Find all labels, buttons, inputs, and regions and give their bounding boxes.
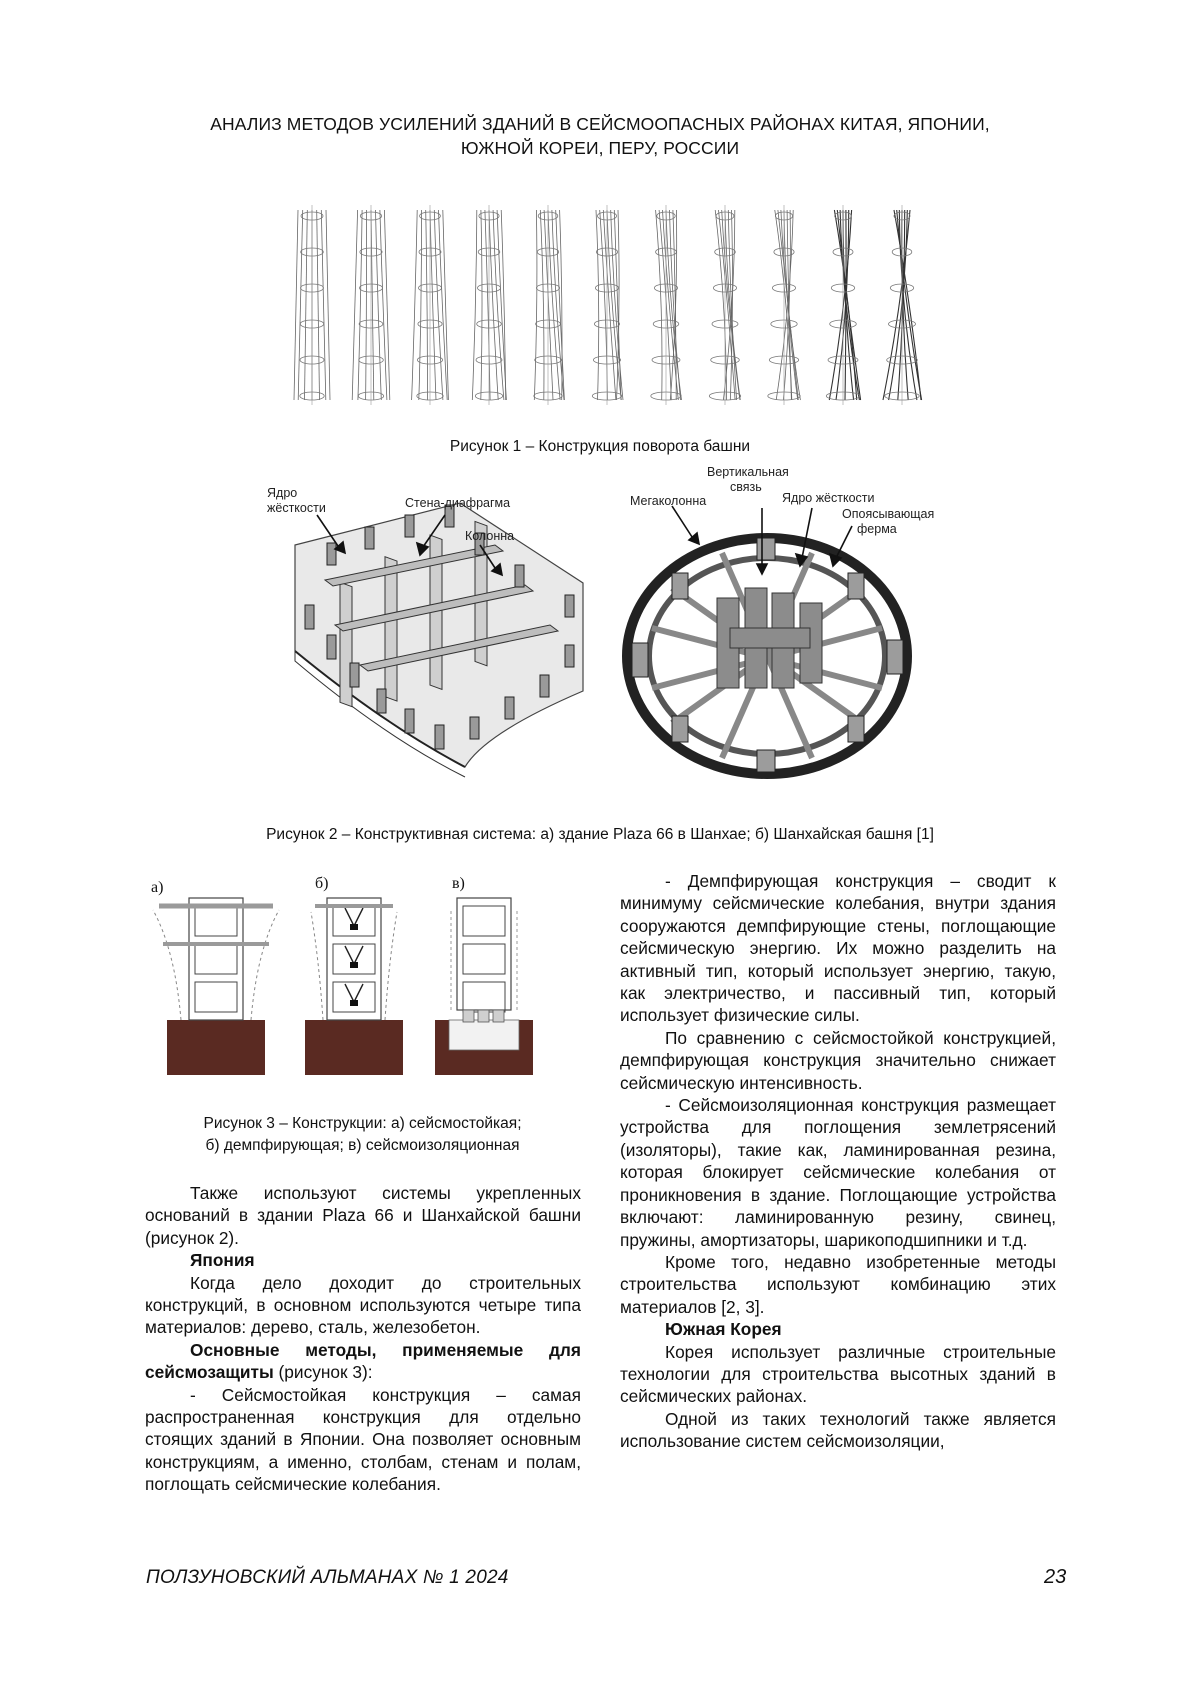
tower-3	[412, 205, 449, 405]
figure-1-caption: Рисунок 1 – Конструкция поворота башни	[449, 438, 751, 455]
figure-3-caption	[145, 1113, 580, 1157]
fig2b-label-brace-2: связь	[730, 480, 762, 494]
figure-2a-plaza66-structure	[265, 485, 595, 775]
fig3-label-a: а)	[151, 879, 164, 896]
left-paragraph-3: - Сейсмостойкая конструкция – самая распространенная конструкция для отдельно стоящих зданий в Японии. Она позволяет основным конструкциям, а именно, столбам, стенам и полам, поглощать сейсмические колебания.	[145, 1384, 581, 1495]
methods-bold: Основные методы, применяемые для сейсмозащиты	[145, 1339, 581, 1383]
right-paragraph-3: - Сейсмоизоляционная конструкция размещает устройства для поглощения землетрясений (изоляторы), такие как, ламинированная резина, которая блокирует сейсмические колебания от проникновения в здание. Поглощающие устройства включают: ламинированную резину, свинец, пружины, амортизаторы, шарикоподшипники и т.д.	[620, 1095, 1056, 1250]
running-title-line-2: ЮЖНОЙ КОРЕИ, ПЕРУ, РОССИИ	[460, 138, 740, 158]
tower-8	[709, 205, 740, 405]
right-column	[620, 870, 1056, 1453]
fig3-label-c: в)	[452, 875, 465, 892]
tower-1	[294, 205, 330, 405]
tower-10	[826, 205, 860, 405]
running-title	[120, 112, 1080, 160]
figure-3-structures	[145, 870, 580, 1095]
fig2b-label-truss-2: ферма	[857, 522, 897, 536]
figure-3-caption-line-2: б) демпфирующая; в) сейсмоизоляционная	[205, 1137, 520, 1154]
tower-7	[651, 205, 682, 405]
fig3-building-seismic-resistant	[153, 898, 279, 1075]
running-title-line-1: АНАЛИЗ МЕТОДОВ УСИЛЕНИЙ ЗДАНИЙ В СЕЙСМООПАСНЫХ РАЙОНАХ КИТАЯ, ЯПОНИИ,	[210, 114, 990, 134]
fig2a-label-core-2: жёсткости	[267, 501, 326, 515]
left-paragraph-1: Также используют системы укрепленных оснований в здании Plaza 66 и Шанхайской башни (рисунок 2).	[145, 1183, 581, 1248]
figure-1-tower-twist	[285, 205, 925, 430]
left-paragraph-2: Когда дело доходит до строительных конструкций, в основном используются четыре типа материалов: дерево, сталь, железобетон.	[145, 1272, 581, 1338]
fig2a-label-column: Колонна	[465, 529, 515, 543]
tower-4	[472, 205, 506, 405]
tower-2	[352, 205, 390, 405]
fig2b-label-core: Ядро жёсткости	[782, 491, 875, 505]
japan-heading: Япония	[190, 1250, 255, 1271]
methods-paragraph	[145, 1339, 581, 1384]
figure-2-caption: Рисунок 2 – Конструктивная система: а) здание Plaza 66 в Шанхае; б) Шанхайская башня [1]	[266, 826, 934, 843]
right-paragraph-2: По сравнению с сейсмостойкой конструкцией, демпфирующая конструкция значительно снижает сейсмическую интенсивность.	[620, 1027, 1056, 1093]
right-paragraph-5: Корея использует различные строительные технологии для строительства высотных зданий в сейсмических районах.	[620, 1341, 1056, 1407]
fig2b-label-megacolumn: Мегаколонна	[630, 494, 707, 508]
left-column	[145, 1182, 581, 1496]
page-number: 23	[1044, 1566, 1067, 1588]
journal-footer: ПОЛЗУНОВСКИЙ АЛЬМАНАХ № 1 2024	[146, 1567, 509, 1588]
tower-11	[883, 205, 922, 405]
fig3-building-damping	[305, 898, 403, 1075]
fig2a-label-core-1: Ядро	[267, 486, 298, 500]
figure-3-caption-line-1: Рисунок 3 – Конструкции: а) сейсмостойкая;	[203, 1115, 522, 1132]
methods-rest: (рисунок 3):	[273, 1362, 373, 1383]
figure-2b-shanghai-tower-structure	[612, 465, 935, 778]
korea-heading: Южная Корея	[665, 1319, 782, 1340]
fig2a-label-wall: Стена-диафрагма	[405, 496, 511, 510]
right-paragraph-4: Кроме того, недавно изобретенные методы строительства используют комбинацию этих материалов [2, 3].	[620, 1251, 1056, 1317]
right-paragraph-1: - Демпфирующая конструкция – сводит к минимуму сейсмические колебания, внутри здания сооружаются демпфирующие стены, поглощающие сейсмическую энергию. Их можно разделить на активный тип, который использует энергию, такую, как электричество, и пассивный тип, который использует физические силы.	[620, 871, 1056, 1026]
tower-9	[768, 205, 801, 405]
fig3-building-seismic-isolation	[435, 898, 533, 1075]
fig3-label-b: б)	[315, 875, 329, 892]
tower-5	[534, 205, 565, 405]
fig2b-label-brace-1: Вертикальная	[707, 465, 789, 479]
right-paragraph-6: Одной из таких технологий также является использование систем сейсмоизоляции,	[620, 1408, 1056, 1452]
tower-6	[592, 205, 623, 405]
fig2b-label-truss-1: Опоясывающая	[842, 507, 935, 521]
